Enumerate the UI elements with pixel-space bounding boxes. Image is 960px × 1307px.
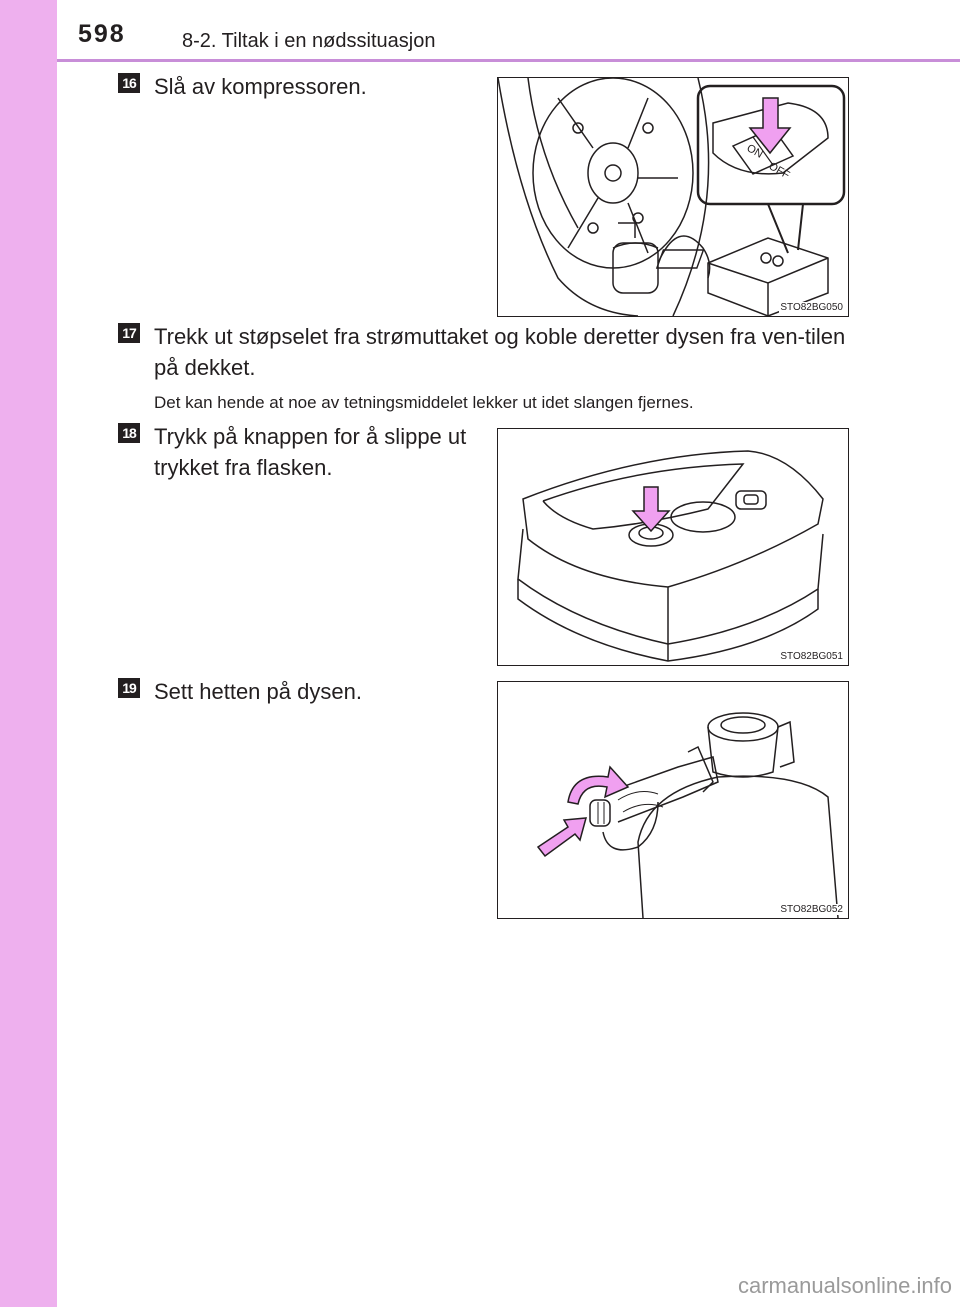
step-16-badge: 16 — [118, 73, 140, 93]
figure-code: STO82BG052 — [780, 904, 843, 915]
compressor-switch-illustration — [498, 78, 848, 316]
figure-code: STO82BG051 — [780, 651, 843, 662]
section-title: 8-2. Tiltak i en nødssituasjon — [182, 30, 436, 52]
step-17-badge: 17 — [118, 323, 140, 343]
header-rule — [57, 59, 960, 62]
step-19-text: Sett hetten på dysen. — [154, 679, 362, 704]
figure-release-button — [497, 428, 849, 666]
switch-off-label: OFF — [766, 160, 792, 182]
switch-on-label: ON — [744, 142, 765, 161]
step-16-text: Slå av kompressoren. — [154, 74, 367, 99]
figure-nozzle-cap — [497, 681, 849, 919]
step-17-note: Det kan hende at noe av tetningsmiddelet lekker ut idet slangen fjernes. — [154, 393, 694, 412]
side-color-strip — [0, 0, 57, 1307]
watermark: carmanualsonline.info — [737, 1273, 952, 1298]
step-18-badge: 18 — [118, 423, 140, 443]
release-button-illustration — [498, 429, 848, 665]
nozzle-cap-illustration — [498, 682, 848, 918]
step-17-text: Trekk ut støpselet fra strømuttaket og koble deretter dysen fra ven-tilen på dekket. — [154, 324, 846, 380]
page-number: 598 — [78, 20, 126, 48]
step-19-badge: 19 — [118, 678, 140, 698]
figure-code: STO82BG050 — [780, 302, 843, 313]
step-18-text: Trykk på knappen for å slippe ut trykket fra flasken. — [154, 424, 467, 480]
figure-compressor-switch — [497, 77, 849, 317]
